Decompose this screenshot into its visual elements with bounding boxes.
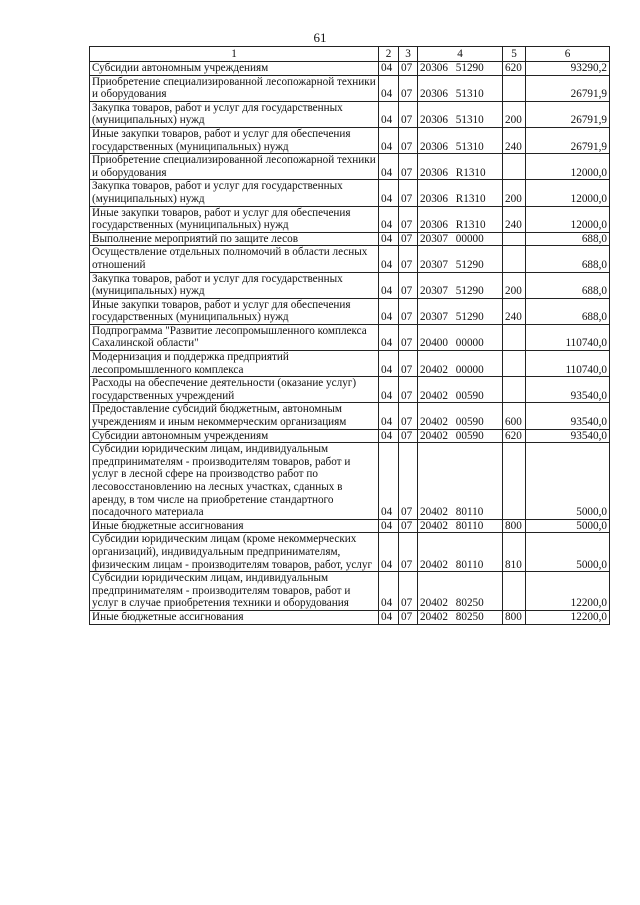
amount-cell: 12000,0 <box>526 206 610 232</box>
target-article-cell: 20307 51290 <box>418 272 503 298</box>
target-article-cell: 20402 00590 <box>418 429 503 443</box>
subsection-code-cell: 07 <box>399 351 418 377</box>
row-name-cell: Осуществление отдельных полномочий в области лесных отношений <box>90 246 379 272</box>
expense-type-cell <box>503 377 526 403</box>
subsection-code-cell: 07 <box>399 232 418 246</box>
subsection-code-cell: 07 <box>399 324 418 350</box>
section-code-cell: 04 <box>379 206 399 232</box>
table-row <box>90 127 610 153</box>
table-row <box>90 232 610 246</box>
expense-type-cell <box>503 572 526 611</box>
row-name-cell: Иные закупки товаров, работ и услуг для обеспечения государственных (муниципальных) нужд <box>90 206 379 232</box>
table-row <box>90 324 610 350</box>
target-article-cell: 20402 80250 <box>418 610 503 624</box>
table-row <box>90 75 610 101</box>
section-code-cell: 04 <box>379 232 399 246</box>
section-code-cell: 04 <box>379 377 399 403</box>
expense-type-cell <box>503 75 526 101</box>
column-header: 4 <box>418 47 503 62</box>
amount-cell: 93540,0 <box>526 403 610 429</box>
target-article-cell: 20402 00590 <box>418 403 503 429</box>
target-article-cell: 20306 51310 <box>418 101 503 127</box>
section-code-cell: 04 <box>379 127 399 153</box>
expense-type-cell: 240 <box>503 298 526 324</box>
row-name-cell: Закупка товаров, работ и услуг для государственных (муниципальных) нужд <box>90 180 379 206</box>
table-row <box>90 403 610 429</box>
column-header: 5 <box>503 47 526 62</box>
section-code-cell: 04 <box>379 272 399 298</box>
amount-cell: 5000,0 <box>526 519 610 533</box>
subsection-code-cell: 07 <box>399 75 418 101</box>
subsection-code-cell: 07 <box>399 429 418 443</box>
section-code-cell: 04 <box>379 298 399 324</box>
row-name-cell: Иные закупки товаров, работ и услуг для обеспечения государственных (муниципальных) нужд <box>90 298 379 324</box>
amount-cell: 93540,0 <box>526 377 610 403</box>
amount-cell: 26791,9 <box>526 101 610 127</box>
target-article-cell: 20400 00000 <box>418 324 503 350</box>
column-header: 3 <box>399 47 418 62</box>
table-row <box>90 180 610 206</box>
subsection-code-cell: 07 <box>399 206 418 232</box>
amount-cell: 110740,0 <box>526 351 610 377</box>
expense-type-cell <box>503 351 526 377</box>
subsection-code-cell: 07 <box>399 127 418 153</box>
table-row <box>90 443 610 520</box>
subsection-code-cell: 07 <box>399 246 418 272</box>
amount-cell: 12000,0 <box>526 154 610 180</box>
subsection-code-cell: 07 <box>399 443 418 520</box>
expense-type-cell <box>503 232 526 246</box>
row-name-cell: Приобретение специализированной лесопожарной техники и оборудования <box>90 154 379 180</box>
expense-type-cell <box>503 246 526 272</box>
row-name-cell: Закупка товаров, работ и услуг для государственных (муниципальных) нужд <box>90 101 379 127</box>
section-code-cell: 04 <box>379 519 399 533</box>
table-row <box>90 572 610 611</box>
section-code-cell: 04 <box>379 572 399 611</box>
row-name-cell: Приобретение специализированной лесопожарной техники и оборудования <box>90 75 379 101</box>
row-name-cell: Субсидии автономным учреждениям <box>90 62 379 76</box>
row-name-cell: Подпрограмма "Развитие лесопромышленного комплекса Сахалинской области" <box>90 324 379 350</box>
table-row <box>90 298 610 324</box>
amount-cell: 110740,0 <box>526 324 610 350</box>
table-row <box>90 272 610 298</box>
target-article-cell: 20307 51290 <box>418 298 503 324</box>
amount-cell: 93540,0 <box>526 429 610 443</box>
subsection-code-cell: 07 <box>399 62 418 76</box>
expense-type-cell <box>503 443 526 520</box>
subsection-code-cell: 07 <box>399 533 418 572</box>
subsection-code-cell: 07 <box>399 154 418 180</box>
section-code-cell: 04 <box>379 154 399 180</box>
amount-cell: 688,0 <box>526 272 610 298</box>
expense-type-cell: 200 <box>503 272 526 298</box>
expense-type-cell: 620 <box>503 62 526 76</box>
section-code-cell: 04 <box>379 351 399 377</box>
table-row <box>90 429 610 443</box>
table-row <box>90 246 610 272</box>
table-row <box>90 351 610 377</box>
table-row <box>90 62 610 76</box>
target-article-cell: 20306 R1310 <box>418 154 503 180</box>
section-code-cell: 04 <box>379 180 399 206</box>
target-article-cell: 20402 80110 <box>418 443 503 520</box>
target-article-cell: 20306 51290 <box>418 62 503 76</box>
amount-cell: 5000,0 <box>526 533 610 572</box>
target-article-cell: 20306 R1310 <box>418 180 503 206</box>
section-code-cell: 04 <box>379 533 399 572</box>
subsection-code-cell: 07 <box>399 272 418 298</box>
subsection-code-cell: 07 <box>399 610 418 624</box>
table-row <box>90 101 610 127</box>
row-name-cell: Предоставление субсидий бюджетным, автономным учреждениям и иным некоммерческим организациям <box>90 403 379 429</box>
row-name-cell: Выполнение мероприятий по защите лесов <box>90 232 379 246</box>
amount-cell: 5000,0 <box>526 443 610 520</box>
expense-type-cell: 200 <box>503 180 526 206</box>
target-article-cell: 20402 00000 <box>418 351 503 377</box>
row-name-cell: Иные бюджетные ассигнования <box>90 610 379 624</box>
amount-cell: 688,0 <box>526 246 610 272</box>
table-row <box>90 206 610 232</box>
subsection-code-cell: 07 <box>399 298 418 324</box>
row-name-cell: Иные закупки товаров, работ и услуг для обеспечения государственных (муниципальных) нужд <box>90 127 379 153</box>
amount-cell: 26791,9 <box>526 75 610 101</box>
row-name-cell: Субсидии юридическим лицам, индивидуальным предпринимателям - производителям товаров, работ и услуг в лесной сфере на производство работ по лесовосстановлению на лесных участках, сданных в аренду, в том числе на приобретение стандартного посадочного материала <box>90 443 379 520</box>
expense-type-cell <box>503 154 526 180</box>
subsection-code-cell: 07 <box>399 377 418 403</box>
expense-type-cell: 200 <box>503 101 526 127</box>
section-code-cell: 04 <box>379 429 399 443</box>
amount-cell: 12000,0 <box>526 180 610 206</box>
amount-cell: 12200,0 <box>526 572 610 611</box>
subsection-code-cell: 07 <box>399 519 418 533</box>
expense-type-cell <box>503 324 526 350</box>
target-article-cell: 20402 80110 <box>418 533 503 572</box>
expense-type-cell: 810 <box>503 533 526 572</box>
row-name-cell: Модернизация и поддержка предприятий лесопромышленного комплекса <box>90 351 379 377</box>
column-header: 1 <box>90 47 379 62</box>
target-article-cell: 20307 51290 <box>418 246 503 272</box>
section-code-cell: 04 <box>379 101 399 127</box>
table-row <box>90 533 610 572</box>
target-article-cell: 20306 R1310 <box>418 206 503 232</box>
target-article-cell: 20402 80250 <box>418 572 503 611</box>
expense-type-cell: 240 <box>503 206 526 232</box>
row-name-cell: Закупка товаров, работ и услуг для государственных (муниципальных) нужд <box>90 272 379 298</box>
amount-cell: 26791,9 <box>526 127 610 153</box>
section-code-cell: 04 <box>379 324 399 350</box>
row-name-cell: Расходы на обеспечение деятельности (оказание услуг) государственных учреждений <box>90 377 379 403</box>
target-article-cell: 20306 51310 <box>418 127 503 153</box>
expense-type-cell: 800 <box>503 610 526 624</box>
amount-cell: 688,0 <box>526 232 610 246</box>
row-name-cell: Субсидии юридическим лицам (кроме некоммерческих организаций), индивидуальным предпринимателям, физическим лицам - производителям товаров, работ, услуг <box>90 533 379 572</box>
section-code-cell: 04 <box>379 62 399 76</box>
expense-type-cell: 240 <box>503 127 526 153</box>
amount-cell: 12200,0 <box>526 610 610 624</box>
amount-cell: 93290,2 <box>526 62 610 76</box>
column-header: 2 <box>379 47 399 62</box>
row-name-cell: Субсидии автономным учреждениям <box>90 429 379 443</box>
section-code-cell: 04 <box>379 246 399 272</box>
subsection-code-cell: 07 <box>399 403 418 429</box>
table-row <box>90 377 610 403</box>
page-number: 61 <box>313 30 327 45</box>
amount-cell: 688,0 <box>526 298 610 324</box>
target-article-cell: 20306 51310 <box>418 75 503 101</box>
target-article-cell: 20402 80110 <box>418 519 503 533</box>
section-code-cell: 04 <box>379 75 399 101</box>
subsection-code-cell: 07 <box>399 101 418 127</box>
target-article-cell: 20307 00000 <box>418 232 503 246</box>
table-row <box>90 610 610 624</box>
expense-type-cell: 620 <box>503 429 526 443</box>
row-name-cell: Иные бюджетные ассигнования <box>90 519 379 533</box>
table-row <box>90 154 610 180</box>
table-row <box>90 519 610 533</box>
column-header: 6 <box>526 47 610 62</box>
target-article-cell: 20402 00590 <box>418 377 503 403</box>
subsection-code-cell: 07 <box>399 180 418 206</box>
section-code-cell: 04 <box>379 610 399 624</box>
row-name-cell: Субсидии юридическим лицам, индивидуальным предпринимателям - производителям товаров, работ и услуг в случае приобретения техники и оборудования <box>90 572 379 611</box>
table-header-row <box>90 47 610 62</box>
budget-table <box>89 46 610 625</box>
expense-type-cell: 600 <box>503 403 526 429</box>
section-code-cell: 04 <box>379 403 399 429</box>
expense-type-cell: 800 <box>503 519 526 533</box>
subsection-code-cell: 07 <box>399 572 418 611</box>
section-code-cell: 04 <box>379 443 399 520</box>
